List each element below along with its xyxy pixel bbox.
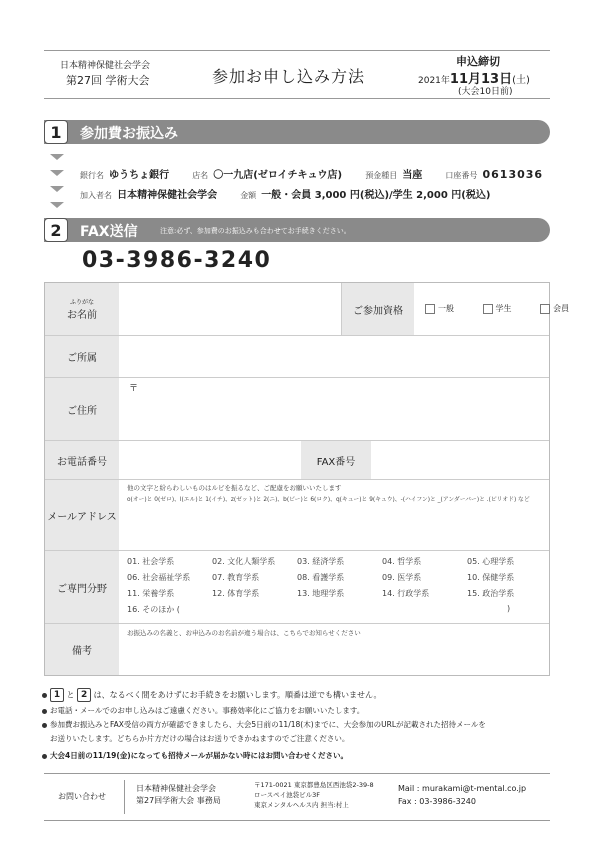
email-note-2: o(オー)と 0(ゼロ)、l(エル)と 1(イチ)、z(ゼット)と 2(ニ)、b(ビー)と 6(ロク)、q(キュー)と 9(キュウ)、-(ハイフン)と _(アンダーバー)と .(ピリオド) など	[127, 497, 530, 503]
contact-fax: Fax : 03-3986-3240	[398, 797, 476, 806]
account-label: 口座番号	[445, 171, 478, 180]
note-3-cont: お送りいたします。どちらか片方だけの場合はお送りできかねますのでご注意ください。	[50, 734, 350, 743]
branch-value: 〇一九店(ゼロイチキュウ店)	[213, 170, 343, 181]
qualification-options	[425, 303, 569, 314]
specialty-option[interactable]: 06. 社会福祉学系	[127, 573, 191, 582]
remarks-field[interactable]	[120, 638, 548, 675]
header-bottom-rule	[44, 98, 550, 99]
specialty-option[interactable]: 08. 看護学系	[297, 573, 345, 582]
specialty-option[interactable]: 07. 教育学系	[212, 573, 260, 582]
specialty-option[interactable]: 03. 経済学系	[297, 557, 345, 566]
note-1-text: は、なるべく間をあけずにお手続きをお願いします。順番は逆でも構いません。	[93, 690, 382, 700]
email-label: メールアドレス	[45, 480, 119, 550]
row-divider	[45, 479, 549, 480]
bank-info-line	[80, 163, 543, 182]
amount-label: 金額	[240, 191, 257, 200]
footer-top-rule	[44, 773, 550, 774]
specialty-option[interactable]: 15. 政治学系	[467, 589, 515, 598]
section1-title: 参加費お振込み	[80, 126, 178, 142]
specialty-option[interactable]: 02. 文化人類学系	[212, 557, 276, 566]
specialty-other-close: )	[507, 604, 511, 613]
phone-label: お電話番号	[45, 441, 119, 479]
holder-value: 日本精神保健社会学会	[117, 190, 218, 201]
deadline-year: 2021年	[418, 76, 450, 86]
footer-divider	[124, 780, 125, 814]
specialty-other[interactable]: 16. そのほか (	[127, 605, 180, 614]
qual-general-checkbox[interactable]: 一般	[425, 304, 454, 313]
note-1	[42, 688, 381, 702]
fax-label: FAX番号	[301, 441, 371, 479]
arrow-down-icon	[50, 202, 64, 208]
address-line-2: ロースペイ池袋ビル3F	[254, 791, 321, 799]
affiliation-label: ご所属	[45, 336, 119, 377]
type-label: 預金種目	[365, 171, 398, 180]
note-1-and: と	[66, 690, 75, 700]
deadline-label: 申込締切	[456, 55, 500, 68]
section1-number: 1	[44, 120, 68, 144]
affiliation-field[interactable]	[120, 336, 548, 377]
specialty-option[interactable]: 05. 心理学系	[467, 557, 515, 566]
qual-student-checkbox[interactable]: 学生	[483, 304, 512, 313]
phone-field[interactable]	[120, 441, 300, 479]
email-field[interactable]	[120, 505, 548, 550]
fax-number: 03-3986-3240	[82, 248, 272, 273]
account-value: 0613036	[482, 168, 544, 181]
name-label: お名前	[67, 310, 97, 321]
deadline-date: 11月13日	[449, 72, 513, 87]
specialty-option[interactable]: 09. 医学系	[382, 573, 422, 582]
bank-label: 銀行名	[80, 171, 104, 180]
specialty-option[interactable]: 13. 地理学系	[297, 589, 345, 598]
arrow-down-icon	[50, 170, 64, 176]
note-3: 参加費お振込みとFAX受信の両方が確認できましたら、大会5日前の11/18(木)までに、大会参加のURLが記載された招待メールを	[42, 719, 486, 730]
conference-name: 第27回 学術大会	[66, 74, 150, 87]
holder-info-line	[80, 183, 490, 202]
branch-label: 店名	[192, 171, 209, 180]
name-label-cell	[45, 283, 119, 335]
note-2: お電話・メールでのお申し込みはご遠慮ください。事務効率化にご協力をお願いいたします。	[42, 705, 364, 716]
deadline-dow: (土)	[512, 75, 530, 86]
remarks-note: お振込みの名義と、お申込みのお名前が違う場合は、こちらでお知らせください	[127, 629, 361, 637]
section2-title: FAX送信	[80, 224, 138, 240]
fax-field[interactable]	[372, 441, 548, 479]
section2-note: 注意:必ず、参加費のお振込みも合わせてお手続きください。	[160, 227, 351, 235]
arrow-down-icon	[50, 154, 64, 160]
specialty-option[interactable]: 10. 保健学系	[467, 573, 515, 582]
specialty-option[interactable]: 12. 体育学系	[212, 589, 260, 598]
email-note-1: 他の文字と紛らわしいものはルビを振るなど、ご配慮をお願いいたします	[127, 484, 342, 492]
row-divider	[45, 623, 549, 624]
bank-value: ゆうちょ銀行	[109, 170, 170, 181]
specialty-option[interactable]: 01. 社会学系	[127, 557, 175, 566]
row-divider	[45, 550, 549, 551]
step-2-badge: 2	[77, 688, 91, 702]
page-title: 参加お申し込み方法	[212, 67, 366, 86]
specialty-option[interactable]: 04. 哲学系	[382, 557, 422, 566]
qual-member-checkbox[interactable]: 会員	[540, 304, 569, 313]
remarks-label: 備考	[45, 624, 119, 675]
specialty-label: ご専門分野	[45, 551, 119, 623]
application-form	[44, 282, 570, 676]
furigana-label: ふりがな	[69, 299, 94, 306]
step-1-badge: 1	[50, 688, 64, 702]
amount-value: 一般・会員 3,000 円(税込)/学生 2,000 円(税込)	[261, 190, 491, 201]
qualification-label: ご参加資格	[342, 283, 414, 335]
header-top-rule	[44, 50, 550, 51]
type-value: 当座	[402, 170, 423, 181]
specialty-option[interactable]: 11. 栄養学系	[127, 589, 175, 598]
address-line-3: 東京メンタルヘルス内 担当:村上	[254, 801, 349, 809]
contact-label: お問い合わせ	[58, 792, 106, 801]
office-line-2: 第27回学術大会 事務局	[136, 796, 221, 805]
note-4: 大会4日前の11/19(金)になっても招待メールが届かない時にはお問い合わせください。	[42, 750, 348, 761]
specialty-option[interactable]: 14. 行政学系	[382, 589, 430, 598]
org-name: 日本精神保健社会学会	[60, 61, 151, 71]
name-field[interactable]	[120, 283, 340, 335]
holder-label: 加入者名	[80, 191, 112, 200]
section2-number: 2	[44, 218, 68, 242]
address-field[interactable]	[120, 378, 548, 440]
address-label: ご住所	[45, 378, 119, 440]
arrow-down-icon	[50, 186, 64, 192]
postal-mark: 〒	[129, 384, 139, 394]
contact-mail[interactable]: Mail : murakami@t-mental.co.jp	[398, 784, 527, 793]
footer-bottom-rule	[44, 820, 550, 821]
address-line-1: 〒171-0021 東京都豊島区西池袋2-39-8	[254, 781, 374, 789]
office-line-1: 日本精神保健社会学会	[136, 784, 216, 793]
deadline-note: (大会10日前)	[458, 87, 513, 97]
